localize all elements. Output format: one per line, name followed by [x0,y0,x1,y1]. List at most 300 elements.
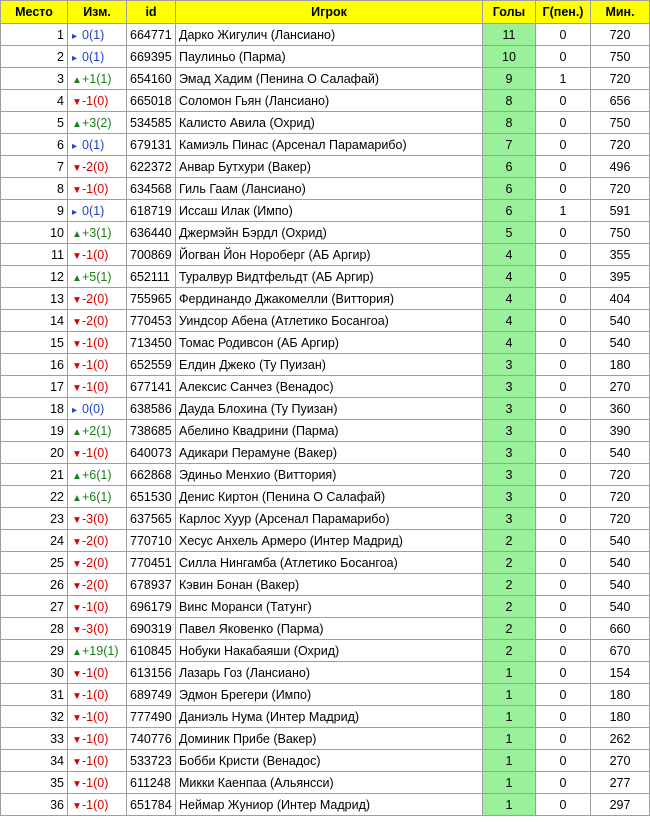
triangle-up-icon: ▲ [72,74,82,86]
goals-cell[interactable]: 2 [483,596,536,618]
goals-cell[interactable]: 4 [483,288,536,310]
id-cell[interactable]: 613156 [127,662,176,684]
place-cell[interactable]: 20 [1,442,68,464]
id-cell[interactable]: 713450 [127,332,176,354]
goals-cell[interactable]: 11 [483,24,536,46]
place-cell[interactable]: 22 [1,486,68,508]
id-cell[interactable]: 679131 [127,134,176,156]
minutes-cell[interactable]: 720 [591,134,650,156]
arrow-right-icon: ▸ [72,140,78,152]
player-cell[interactable]: Йогван Йон Нороберг (АБ Аргир) [176,244,483,266]
table-row [1,596,650,618]
change-cell[interactable] [68,728,127,750]
penalty-goals-cell[interactable]: 0 [536,662,591,684]
goals-cell[interactable]: 4 [483,244,536,266]
id-cell[interactable]: 689749 [127,684,176,706]
player-cell[interactable]: Денис Киртон (Пенина О Салафай) [176,486,483,508]
penalty-goals-cell[interactable]: 0 [536,464,591,486]
goals-cell[interactable]: 1 [483,728,536,750]
minutes-cell[interactable]: 656 [591,90,650,112]
place-cell[interactable]: 21 [1,464,68,486]
place-cell[interactable]: 2 [1,46,68,68]
penalty-goals-cell[interactable]: 0 [536,552,591,574]
change-cell[interactable] [68,794,127,816]
goals-cell[interactable]: 3 [483,486,536,508]
table-row [1,398,650,420]
id-cell[interactable]: 651530 [127,486,176,508]
triangle-down-icon: ▼ [72,580,82,592]
minutes-cell[interactable]: 540 [591,442,650,464]
player-cell[interactable]: Джермэйн Бэрдл (Охрид) [176,222,483,244]
penalty-goals-cell[interactable]: 0 [536,684,591,706]
change-cell[interactable] [68,596,127,618]
id-cell[interactable]: 636440 [127,222,176,244]
change-cell[interactable] [68,662,127,684]
goals-cell[interactable]: 6 [483,156,536,178]
change-cell[interactable] [68,398,127,420]
id-cell[interactable]: 740776 [127,728,176,750]
id-cell[interactable]: 770453 [127,310,176,332]
table-row [1,728,650,750]
id-cell[interactable]: 611248 [127,772,176,794]
change-cell[interactable] [68,552,127,574]
minutes-cell[interactable]: 670 [591,640,650,662]
table-row [1,222,650,244]
id-cell[interactable]: 738685 [127,420,176,442]
player-cell[interactable]: Бобби Кристи (Венадос) [176,750,483,772]
change-cell[interactable] [68,420,127,442]
penalty-goals-cell[interactable]: 0 [536,112,591,134]
player-cell[interactable]: Нобуки Накабаяши (Охрид) [176,640,483,662]
table-row [1,178,650,200]
minutes-cell[interactable]: 262 [591,728,650,750]
change-cell[interactable] [68,618,127,640]
id-cell[interactable]: 622372 [127,156,176,178]
id-cell[interactable]: 662868 [127,464,176,486]
place-cell[interactable]: 28 [1,618,68,640]
id-cell[interactable]: 664771 [127,24,176,46]
minutes-cell[interactable]: 540 [591,332,650,354]
triangle-down-icon: ▼ [72,96,82,108]
minutes-cell[interactable]: 395 [591,266,650,288]
minutes-cell[interactable]: 496 [591,156,650,178]
id-cell[interactable]: 534585 [127,112,176,134]
goals-cell[interactable]: 2 [483,618,536,640]
minutes-cell[interactable]: 277 [591,772,650,794]
minutes-cell[interactable]: 540 [591,552,650,574]
id-cell[interactable]: 770451 [127,552,176,574]
change-value: -1(0) [82,181,109,196]
penalty-goals-cell[interactable]: 0 [536,310,591,332]
place-cell[interactable]: 30 [1,662,68,684]
goals-cell[interactable]: 2 [483,552,536,574]
player-cell[interactable]: Доминик Прибе (Вакер) [176,728,483,750]
header-player[interactable]: Игрок [176,1,483,24]
table-row [1,68,650,90]
change-cell[interactable] [68,244,127,266]
place-cell[interactable]: 19 [1,420,68,442]
minutes-cell[interactable]: 660 [591,618,650,640]
table-row [1,310,650,332]
penalty-goals-cell[interactable]: 0 [536,398,591,420]
header-id[interactable]: id [127,1,176,24]
player-cell[interactable]: Павел Яковенко (Парма) [176,618,483,640]
player-cell[interactable]: Камиэль Пинас (Арсенал Парамарибо) [176,134,483,156]
minutes-cell[interactable]: 270 [591,376,650,398]
id-cell[interactable]: 700869 [127,244,176,266]
penalty-goals-cell[interactable]: 0 [536,750,591,772]
player-cell[interactable]: Соломон Гьян (Лансиано) [176,90,483,112]
change-cell[interactable] [68,266,127,288]
goals-cell[interactable]: 1 [483,662,536,684]
penalty-goals-cell[interactable]: 0 [536,244,591,266]
minutes-cell[interactable]: 720 [591,24,650,46]
goals-cell[interactable]: 10 [483,46,536,68]
penalty-goals-cell[interactable]: 0 [536,486,591,508]
penalty-goals-cell[interactable]: 1 [536,68,591,90]
player-cell[interactable]: Анвар Бутхури (Вакер) [176,156,483,178]
player-cell[interactable]: Хесус Анхель Армеро (Интер Мадрид) [176,530,483,552]
goals-cell[interactable]: 4 [483,332,536,354]
id-cell[interactable]: 690319 [127,618,176,640]
penalty-goals-cell[interactable]: 0 [536,178,591,200]
place-cell[interactable]: 17 [1,376,68,398]
player-cell[interactable]: Лазарь Гоз (Лансиано) [176,662,483,684]
penalty-goals-cell[interactable]: 0 [536,508,591,530]
change-cell[interactable] [68,508,127,530]
table-row [1,332,650,354]
change-cell[interactable] [68,684,127,706]
triangle-down-icon: ▼ [72,184,82,196]
penalty-goals-cell[interactable]: 0 [536,530,591,552]
change-cell[interactable] [68,68,127,90]
place-cell[interactable]: 34 [1,750,68,772]
change-cell[interactable] [68,288,127,310]
change-cell[interactable] [68,46,127,68]
minutes-cell[interactable]: 540 [591,530,650,552]
player-cell[interactable]: Эдмон Брегери (Импо) [176,684,483,706]
place-cell[interactable]: 35 [1,772,68,794]
place-cell[interactable]: 31 [1,684,68,706]
penalty-goals-cell[interactable]: 0 [536,772,591,794]
player-cell[interactable]: Адикари Перамуне (Вакер) [176,442,483,464]
minutes-cell[interactable]: 270 [591,750,650,772]
penalty-goals-cell[interactable]: 0 [536,288,591,310]
penalty-goals-cell[interactable]: 0 [536,134,591,156]
change-value: -1(0) [82,379,109,394]
place-cell[interactable]: 1 [1,24,68,46]
penalty-goals-cell[interactable]: 0 [536,332,591,354]
table-row [1,200,650,222]
id-cell[interactable]: 677141 [127,376,176,398]
change-cell[interactable] [68,640,127,662]
header-place[interactable]: Место [1,1,68,24]
place-cell[interactable]: 4 [1,90,68,112]
minutes-cell[interactable]: 297 [591,794,650,816]
id-cell[interactable]: 755965 [127,288,176,310]
player-cell[interactable]: Туралвур Видтфельдт (АБ Аргир) [176,266,483,288]
id-cell[interactable]: 696179 [127,596,176,618]
change-cell[interactable] [68,464,127,486]
change-value: +6(1) [82,489,112,504]
change-value: -2(0) [82,159,109,174]
place-cell[interactable]: 33 [1,728,68,750]
minutes-cell[interactable]: 390 [591,420,650,442]
player-cell[interactable]: Абелино Квадрини (Парма) [176,420,483,442]
goals-cell[interactable]: 2 [483,574,536,596]
id-cell[interactable]: 610845 [127,640,176,662]
id-cell[interactable]: 652559 [127,354,176,376]
goals-cell[interactable]: 9 [483,68,536,90]
player-cell[interactable]: Эмад Хадим (Пенина О Салафай) [176,68,483,90]
minutes-cell[interactable]: 720 [591,464,650,486]
penalty-goals-cell[interactable]: 0 [536,574,591,596]
id-cell[interactable]: 637565 [127,508,176,530]
goals-cell[interactable]: 3 [483,442,536,464]
change-cell[interactable] [68,332,127,354]
penalty-goals-cell[interactable]: 0 [536,794,591,816]
penalty-goals-cell[interactable]: 0 [536,354,591,376]
change-value: 0(1) [82,49,105,64]
place-cell[interactable]: 14 [1,310,68,332]
player-cell[interactable]: Уиндсор Абена (Атлетико Босангоа) [176,310,483,332]
place-cell[interactable]: 12 [1,266,68,288]
triangle-up-icon: ▲ [72,426,82,438]
place-cell[interactable]: 8 [1,178,68,200]
id-cell[interactable]: 640073 [127,442,176,464]
minutes-cell[interactable]: 540 [591,574,650,596]
goals-cell[interactable]: 1 [483,750,536,772]
table-row [1,464,650,486]
penalty-goals-cell[interactable]: 0 [536,618,591,640]
player-cell[interactable]: Микки Каенпаа (Альянсси) [176,772,483,794]
change-value: -1(0) [82,445,109,460]
table-row [1,706,650,728]
change-cell[interactable] [68,222,127,244]
change-cell[interactable] [68,112,127,134]
minutes-cell[interactable]: 404 [591,288,650,310]
penalty-goals-cell[interactable]: 0 [536,266,591,288]
goals-cell[interactable]: 4 [483,266,536,288]
penalty-goals-cell[interactable]: 0 [536,222,591,244]
place-cell[interactable]: 5 [1,112,68,134]
change-value: 0(1) [82,27,105,42]
penalty-goals-cell[interactable]: 0 [536,90,591,112]
goals-cell[interactable]: 8 [483,90,536,112]
minutes-cell[interactable]: 180 [591,354,650,376]
player-cell[interactable]: Карлос Хуур (Арсенал Парамарибо) [176,508,483,530]
place-cell[interactable]: 26 [1,574,68,596]
player-cell[interactable]: Неймар Жуниор (Интер Мадрид) [176,794,483,816]
change-cell[interactable] [68,442,127,464]
triangle-down-icon: ▼ [72,338,82,350]
change-cell[interactable] [68,134,127,156]
change-value: -1(0) [82,335,109,350]
place-cell[interactable]: 7 [1,156,68,178]
place-cell[interactable]: 9 [1,200,68,222]
table-row [1,46,650,68]
minutes-cell[interactable]: 180 [591,684,650,706]
id-cell[interactable]: 678937 [127,574,176,596]
player-cell[interactable]: Дарко Жигулич (Лансиано) [176,24,483,46]
place-cell[interactable]: 23 [1,508,68,530]
id-cell[interactable]: 634568 [127,178,176,200]
goals-cell[interactable]: 3 [483,464,536,486]
place-cell[interactable]: 32 [1,706,68,728]
penalty-goals-cell[interactable]: 1 [536,200,591,222]
change-cell[interactable] [68,706,127,728]
id-cell[interactable]: 651784 [127,794,176,816]
minutes-cell[interactable]: 720 [591,486,650,508]
change-cell[interactable] [68,376,127,398]
place-cell[interactable]: 25 [1,552,68,574]
goals-cell[interactable]: 3 [483,354,536,376]
change-cell[interactable] [68,200,127,222]
minutes-cell[interactable]: 720 [591,178,650,200]
minutes-cell[interactable]: 355 [591,244,650,266]
minutes-cell[interactable]: 720 [591,508,650,530]
place-cell[interactable]: 24 [1,530,68,552]
change-cell[interactable] [68,530,127,552]
change-value: -2(0) [82,291,109,306]
header-minutes[interactable]: Мин. [591,1,650,24]
goals-cell[interactable]: 4 [483,310,536,332]
player-cell[interactable]: Дауда Блохина (Ту Пуизан) [176,398,483,420]
header-pens[interactable]: Г(пен.) [536,1,591,24]
place-cell[interactable]: 36 [1,794,68,816]
penalty-goals-cell[interactable]: 0 [536,376,591,398]
change-value: -2(0) [82,555,109,570]
change-value: -2(0) [82,577,109,592]
minutes-cell[interactable]: 750 [591,222,650,244]
penalty-goals-cell[interactable]: 0 [536,442,591,464]
player-cell[interactable]: Фердинандо Джакомелли (Виттория) [176,288,483,310]
goals-cell[interactable]: 1 [483,684,536,706]
goals-cell[interactable]: 2 [483,640,536,662]
change-value: -1(0) [82,247,109,262]
id-cell[interactable]: 638586 [127,398,176,420]
goals-cell[interactable]: 6 [483,178,536,200]
goals-cell[interactable]: 1 [483,706,536,728]
player-cell[interactable]: Калисто Авила (Охрид) [176,112,483,134]
table-row [1,794,650,816]
triangle-down-icon: ▼ [72,382,82,394]
table-body [1,24,650,816]
id-cell[interactable]: 770710 [127,530,176,552]
place-cell[interactable]: 10 [1,222,68,244]
minutes-cell[interactable]: 360 [591,398,650,420]
id-cell[interactable]: 533723 [127,750,176,772]
goals-cell[interactable]: 3 [483,398,536,420]
place-cell[interactable]: 27 [1,596,68,618]
player-cell[interactable]: Силла Нингамба (Атлетико Босангоа) [176,552,483,574]
penalty-goals-cell[interactable]: 0 [536,640,591,662]
player-cell[interactable]: Кэвин Бонан (Вакер) [176,574,483,596]
triangle-down-icon: ▼ [72,712,82,724]
penalty-goals-cell[interactable]: 0 [536,596,591,618]
header-change[interactable]: Изм. [68,1,127,24]
player-cell[interactable]: Иссаш Илак (Импо) [176,200,483,222]
change-cell[interactable] [68,178,127,200]
id-cell[interactable]: 654160 [127,68,176,90]
header-goals[interactable]: Голы [483,1,536,24]
minutes-cell[interactable]: 591 [591,200,650,222]
id-cell[interactable]: 777490 [127,706,176,728]
change-cell[interactable] [68,574,127,596]
penalty-goals-cell[interactable]: 0 [536,420,591,442]
id-cell[interactable]: 618719 [127,200,176,222]
change-cell[interactable] [68,354,127,376]
minutes-cell[interactable]: 750 [591,112,650,134]
id-cell[interactable]: 652111 [127,266,176,288]
player-cell[interactable]: Елдин Джеко (Ту Пуизан) [176,354,483,376]
goals-cell[interactable]: 1 [483,794,536,816]
change-cell[interactable] [68,24,127,46]
minutes-cell[interactable]: 750 [591,46,650,68]
goals-cell[interactable]: 5 [483,222,536,244]
goals-cell[interactable]: 1 [483,772,536,794]
table-row [1,244,650,266]
penalty-goals-cell[interactable]: 0 [536,706,591,728]
change-cell[interactable] [68,486,127,508]
minutes-cell[interactable]: 540 [591,310,650,332]
change-cell[interactable] [68,772,127,794]
goals-cell[interactable]: 7 [483,134,536,156]
place-cell[interactable]: 3 [1,68,68,90]
id-cell[interactable]: 665018 [127,90,176,112]
place-cell[interactable]: 15 [1,332,68,354]
player-cell[interactable]: Эдиньо Менхио (Виттория) [176,464,483,486]
place-cell[interactable]: 18 [1,398,68,420]
player-cell[interactable]: Паулиньо (Парма) [176,46,483,68]
minutes-cell[interactable]: 540 [591,596,650,618]
player-cell[interactable]: Томас Родивсон (АБ Аргир) [176,332,483,354]
goals-cell[interactable]: 3 [483,420,536,442]
minutes-cell[interactable]: 720 [591,68,650,90]
goals-cell[interactable]: 3 [483,508,536,530]
change-value: -2(0) [82,313,109,328]
penalty-goals-cell[interactable]: 0 [536,156,591,178]
place-cell[interactable]: 29 [1,640,68,662]
table-row [1,90,650,112]
triangle-up-icon: ▲ [72,228,82,240]
goals-cell[interactable]: 3 [483,376,536,398]
minutes-cell[interactable]: 180 [591,706,650,728]
place-cell[interactable]: 11 [1,244,68,266]
player-cell[interactable]: Гиль Гаам (Лансиано) [176,178,483,200]
change-cell[interactable] [68,750,127,772]
goals-cell[interactable]: 8 [483,112,536,134]
place-cell[interactable]: 13 [1,288,68,310]
penalty-goals-cell[interactable]: 0 [536,728,591,750]
change-cell[interactable] [68,310,127,332]
change-cell[interactable] [68,90,127,112]
penalty-goals-cell[interactable]: 0 [536,24,591,46]
minutes-cell[interactable]: 154 [591,662,650,684]
id-cell[interactable]: 669395 [127,46,176,68]
player-cell[interactable]: Винс Моранси (Татунг) [176,596,483,618]
player-cell[interactable]: Даниэль Нума (Интер Мадрид) [176,706,483,728]
goals-cell[interactable]: 6 [483,200,536,222]
triangle-down-icon: ▼ [72,448,82,460]
place-cell[interactable]: 6 [1,134,68,156]
penalty-goals-cell[interactable]: 0 [536,46,591,68]
goals-cell[interactable]: 2 [483,530,536,552]
place-cell[interactable]: 16 [1,354,68,376]
change-cell[interactable] [68,156,127,178]
arrow-right-icon: ▸ [72,206,78,218]
player-cell[interactable]: Алексис Санчез (Венадос) [176,376,483,398]
